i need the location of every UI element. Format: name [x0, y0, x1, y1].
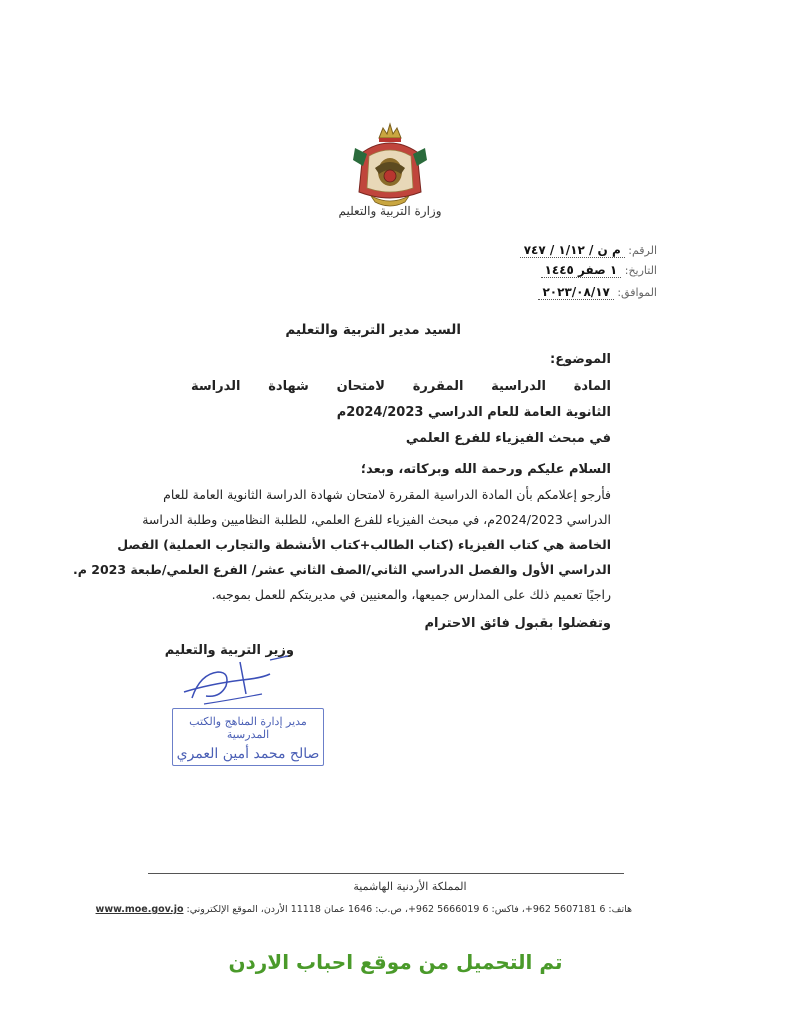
footer-divider	[148, 873, 624, 874]
official-stamp	[172, 708, 324, 766]
paragraph-line: الخاصة هي كتاب الفيزياء (كتاب الطالب+كتاب الأنشطة والتجارب العملية) الفصل	[117, 537, 611, 552]
greeting: السلام عليكم ورحمة الله وبركاته، وبعد؛	[360, 462, 611, 477]
reference-date-label: التاريخ:	[624, 264, 657, 277]
ministry-name: وزارة التربية والتعليم	[338, 204, 442, 218]
reference-date-value: ١ صفر ١٤٤٥	[541, 263, 622, 278]
paragraph-line: راجيًا تعميم ذلك على المدارس جميعها، والمعنيين في مديريتكم للعمل بموجبه.	[211, 587, 611, 602]
handwritten-signature	[170, 654, 300, 714]
subject-line: المادة الدراسية المقررة لامتحان شهادة الدراسة	[191, 379, 611, 394]
reference-number-label: الرقم:	[628, 244, 657, 257]
closing-line: وتفضلوا بقبول فائق الاحترام	[424, 616, 611, 631]
addressee: السيد مدير التربية والتعليم	[285, 322, 461, 338]
footer-contact	[95, 904, 632, 915]
reference-gregorian-value: ٢٠٢٣/٠٨/١٧	[538, 285, 613, 300]
subject-label: الموضوع:	[550, 352, 611, 367]
website-link[interactable]: www.moe.gov.jo	[95, 904, 184, 915]
paragraph-line: الدراسي 2024/2023م، في مبحث الفيزياء للفرع العلمي، للطلبة النظاميين وطلبة الدراسة	[142, 512, 611, 527]
footer-contact-text: هاتف: 6 5607181 962+، فاكس: 6 5666019 962+، ص.ب: 1646 عمان 11118 الأردن، الموقع الإلكتروني:	[186, 904, 632, 915]
reference-gregorian-label: الموافق:	[617, 286, 657, 299]
subject-line: الثانوية العامة للعام الدراسي 2024/2023م	[336, 405, 611, 420]
stamp-title: مدير إدارة المناهج والكتب المدرسية	[189, 715, 307, 741]
reference-number-value: م ن / ١/١٢ / ٧٤٧	[520, 243, 625, 258]
reference-date	[541, 263, 657, 277]
signatory-title: وزير التربية والتعليم	[164, 643, 294, 658]
footer-kingdom: المملكة الأردنية الهاشمية	[353, 880, 467, 893]
paragraph-line: الدراسي الأول والفصل الدراسي الثاني/الصف الثاني عشر/ الفرع العلمي/طبعة 2023 م.	[73, 562, 611, 577]
subject-line: في مبحث الفيزياء للفرع العلمي	[405, 431, 611, 446]
reference-number	[520, 243, 657, 257]
download-source-note: تم التحميل من موقع احباب الاردن	[228, 950, 563, 974]
reference-gregorian-date	[538, 285, 657, 299]
paragraph-line: فأرجو إعلامكم بأن المادة الدراسية المقررة لامتحان شهادة الدراسة الثانوية العامة للعام	[163, 487, 611, 502]
stamp-name: صالح محمد أمين العمري	[176, 746, 320, 762]
